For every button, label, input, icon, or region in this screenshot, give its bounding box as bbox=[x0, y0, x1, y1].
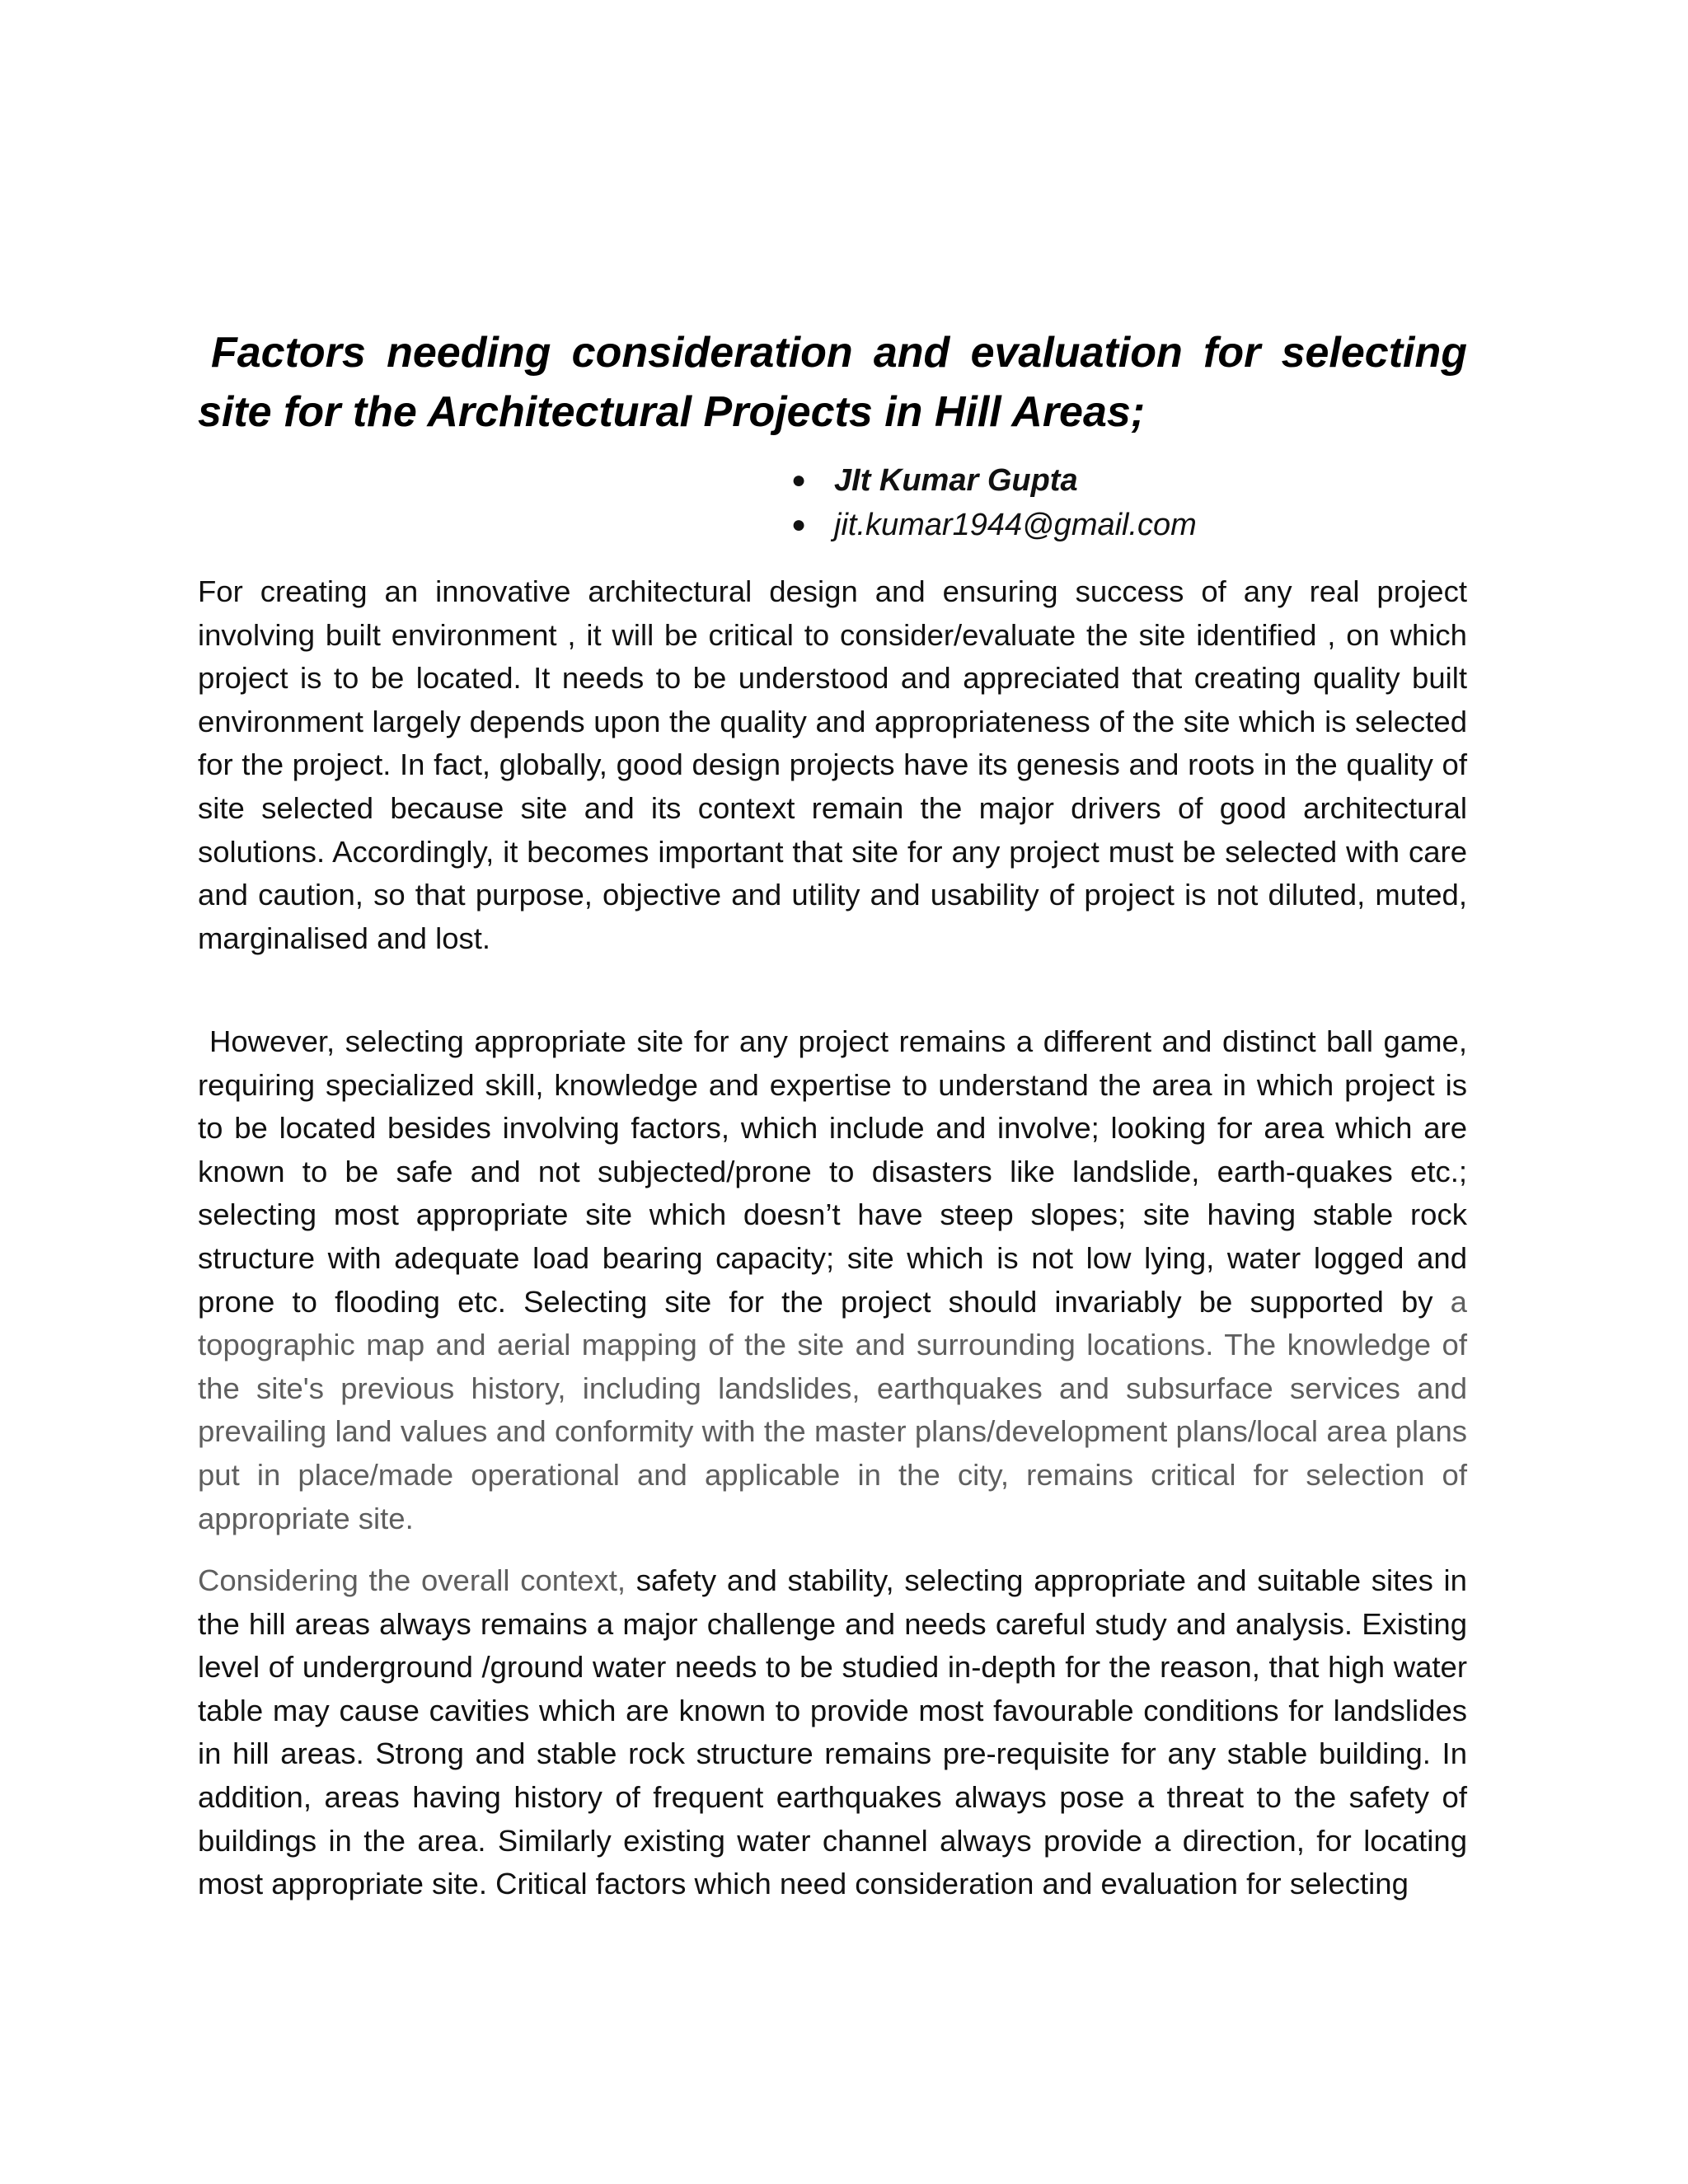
body-paragraph-1: For creating an innovative architectural design and ensuring success of any real project involving built environment , it will be critical to consider/evaluate the site identified , on which project is to be located. It needs to be understood and appreciated that creating quality built environment largely depends upon the quality and appropriateness of the site which is selected for the project. In fact, globally, good design projects have its genesis and roots in the quality of site selected because site and its context remain the major drivers of good architectural solutions. Accordingly, it becomes important that site for any project must be selected with care and caution, so that purpose, objective and utility and usability of project is not diluted, muted, marginalised and lost. bbox=[198, 574, 1467, 955]
author-info-list bbox=[791, 458, 1197, 547]
author-email: jit.kumar1944@gmail.com bbox=[834, 508, 1197, 542]
body-paragraph-2 bbox=[198, 1020, 1467, 1540]
paragraph-2-dark-text: However, selecting appropriate site for any project remains a different and distinct ball game, requiring specialized skill, knowledge and expertise to understand the area in which project is to be located besides involving factors, which include and involve; looking for area which are known to be safe and not subjected/prone to disasters like landslide, earth-quakes etc.; selecting most appropriate site which doesn’t have steep slopes; site having stable rock structure with adequate load bearing capacity; site which is not low lying, water logged and prone to flooding etc. Selecting site for the project should invariably be supported by bbox=[198, 1024, 1467, 1319]
body-paragraph-3 bbox=[198, 1559, 1467, 1906]
bullet-icon: ● bbox=[791, 466, 807, 494]
author-name: JIt Kumar Gupta bbox=[834, 463, 1078, 498]
document-title: Factors needing consideration and evaluation for selecting site for the Architectural Projects in Hill Areas; bbox=[198, 329, 1467, 436]
author-name-item bbox=[791, 458, 1197, 503]
paragraph-3-gray-text: Considering the overall context, bbox=[198, 1563, 626, 1597]
paragraph-3-dark-text: safety and stability, selecting appropriate and suitable sites in the hill areas always remains a major challenge and needs careful study and analysis. Existing level of underground /ground water needs to be studied in-depth for the reason, that high water table may cause cavities which are known to provide most favourable conditions for landslides in hill areas. Strong and stable rock structure remains pre-requisite for any stable building. In addition, areas having history of frequent earthquakes always pose a threat to the safety of buildings in the area. Similarly existing water channel always provide a direction, for locating most appropriate site. Critical factors which need consideration and evaluation for selecting bbox=[198, 1563, 1467, 1901]
bullet-icon: ● bbox=[791, 511, 807, 538]
paragraph-2-gray-text: a topographic map and aerial mapping of the site and surrounding locations. The knowledge of the site's previous history, including landslides, earthquakes and subsurface services and prevailing land values and conformity with the master plans/development plans/local area plans put in place/made operational and applicable in the city, remains critical for selection of appropriate site. bbox=[198, 1284, 1467, 1535]
author-email-item bbox=[791, 503, 1197, 547]
